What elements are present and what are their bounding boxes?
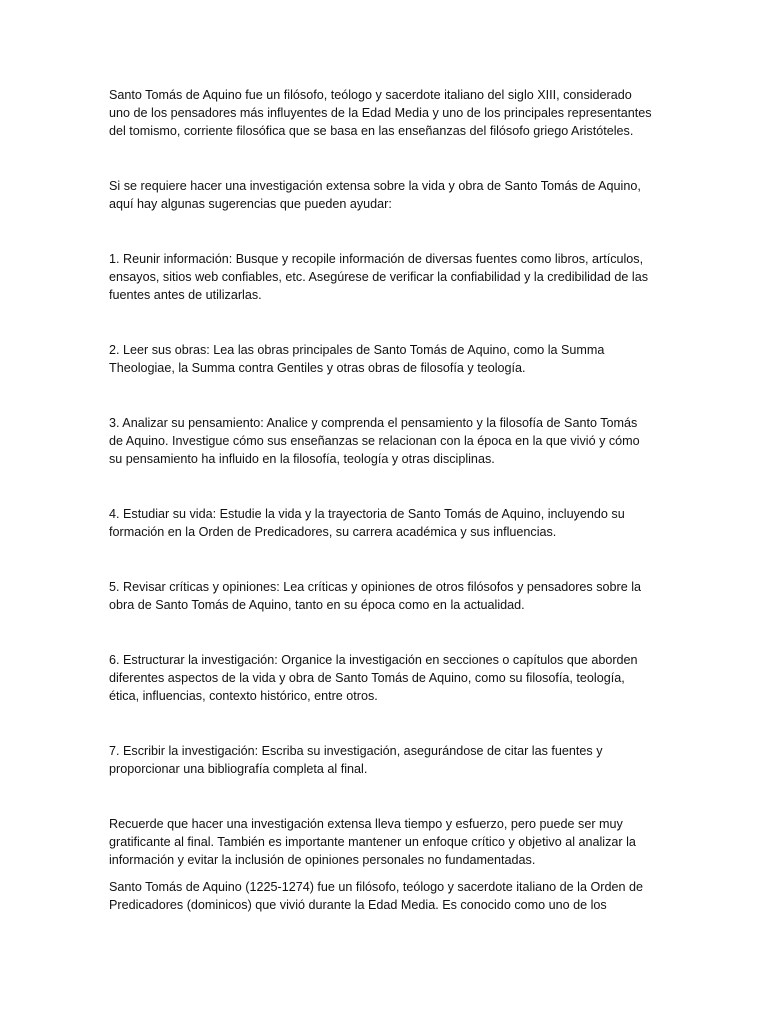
paragraph-step-5: 5. Revisar críticas y opiniones: Lea críticas y opiniones de otros filósofos y pensadores sobre la obra de Santo Tomás de Aquino, tanto en su época como en la actualidad.	[109, 580, 642, 612]
paragraph-intro: Santo Tomás de Aquino fue un filósofo, teólogo y sacerdote italiano del siglo XIII, considerado uno de los pensadores más influyentes de la Edad Media y uno de los principales representantes del tomismo, corriente filosófica que se basa en las enseñanzas del filósofo griego Aristóteles.	[109, 88, 652, 138]
paragraph-step-3: 3. Analizar su pensamiento: Analice y comprenda el pensamiento y la filosofía de Santo Tomás de Aquino. Investigue cómo sus enseñanzas se relacionan con la época en la que vivió y cómo su pensamiento ha influido en la filosofía, teología y otras disciplinas.	[109, 416, 640, 466]
paragraph-biography: Santo Tomás de Aquino (1225-1274) fue un filósofo, teólogo y sacerdote italiano de la Orden de Predicadores (dominicos) que vivió durante la Edad Media. Es conocido como uno de los	[109, 880, 643, 912]
paragraph-step-1: 1. Reunir información: Busque y recopile información de diversas fuentes como libros, artículos, ensayos, sitios web confiables, etc. Asegúrese de verificar la confiabilidad y la credibilidad de las fuentes antes de utilizarlas.	[109, 252, 649, 302]
paragraph-step-6: 6. Estructurar la investigación: Organice la investigación en secciones o capítulos que aborden diferentes aspectos de la vida y obra de Santo Tomás de Aquino, como su filosofía, teología, ética, influencias, contexto histórico, entre otros.	[109, 653, 638, 703]
paragraph-step-7: 7. Escribir la investigación: Escriba su investigación, asegurándose de citar las fuentes y proporcionar una bibliografía completa al final.	[109, 744, 603, 776]
paragraph-step-2: 2. Leer sus obras: Lea las obras principales de Santo Tomás de Aquino, como la Summa Theologiae, la Summa contra Gentiles y otras obras de filosofía y teología.	[109, 343, 605, 375]
paragraph-step-4: 4. Estudiar su vida: Estudie la vida y la trayectoria de Santo Tomás de Aquino, incluyendo su formación en la Orden de Predicadores, su carrera académica y sus influencias.	[109, 507, 625, 539]
paragraph-conclusion: Recuerde que hacer una investigación extensa lleva tiempo y esfuerzo, pero puede ser muy gratificante al final. También es importante mantener un enfoque crítico y objetivo al analizar la información y evitar la inclusión de opiniones personales no fundamentadas.	[109, 817, 636, 867]
paragraph-suggestions-intro: Si se requiere hacer una investigación extensa sobre la vida y obra de Santo Tomás de Aquino, aquí hay algunas sugerencias que pueden ayudar:	[109, 179, 641, 211]
document-page	[109, 86, 654, 914]
